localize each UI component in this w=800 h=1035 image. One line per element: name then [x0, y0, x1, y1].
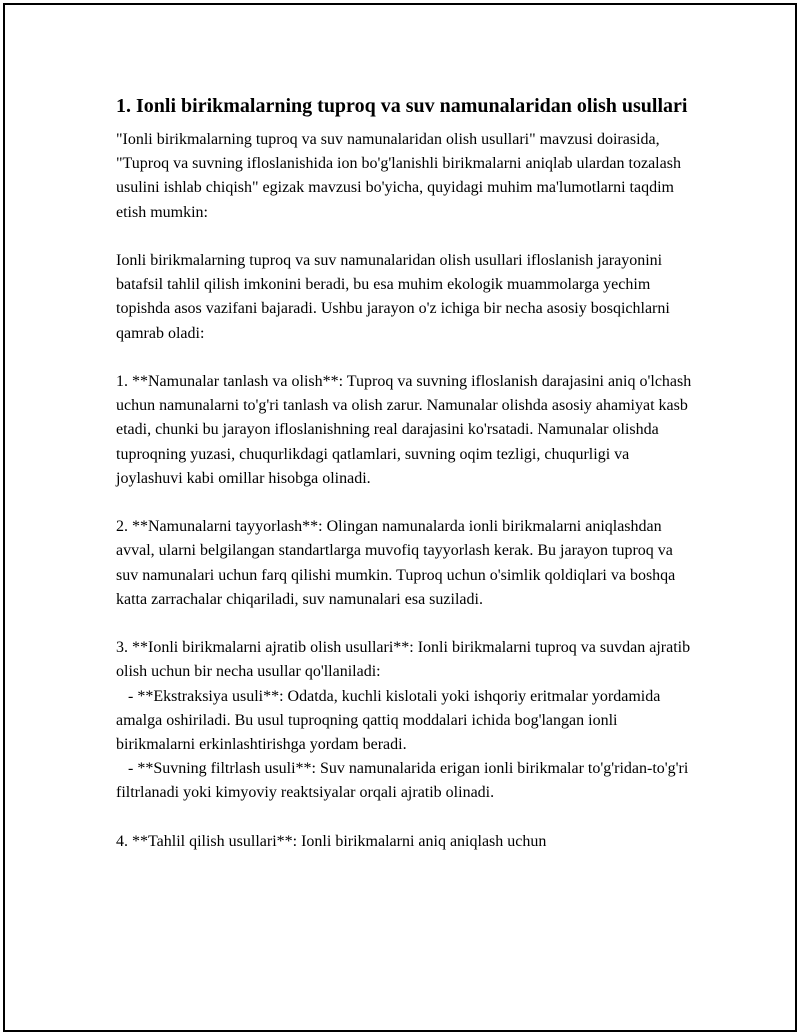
paragraph-spacer [116, 225, 696, 249]
step-1-paragraph: 1. **Namunalar tanlash va olish**: Tuproq va suvning ifloslanish darajasini aniq o'lchash uchun namunalarni to'g'ri tanlash va olish zarur. Namunalar olishda asosiy ahamiyat kasb etadi, chunki bu jarayon ifloslanishning real darajasini ko'rsatadi. Namunalar olishda tuproqning yuzasi, chuqurlikdagi qatlamlari, suvning oqim tezligi, chuqurligi va joylashuvi kabi omillar hisobga olinadi. [116, 373, 692, 487]
step-3-paragraph: 3. **Ionli birikmalarni ajratib olish usullari**: Ionli birikmalarni tuproq va suvdan ajratib olish uchun bir necha usullar qo'llaniladi: [116, 639, 691, 681]
step-3-sub-item-extraction: - **Ekstraksiya usuli**: Odatda, kuchli kislotali yoki ishqoriy eritmalar yordamida amalga oshiriladi. Bu usul tuproqning qattiq moddalari ichida bog'langan ionli birikmalarni erkinlashtirishga yordam beradi. [116, 687, 665, 754]
step-2-paragraph: 2. **Namunalarni tayyorlash**: Olingan namunalarda ionli birikmalarni aniqlashdan avval, ularni belgilangan standartlarga muvofiq tayyorlash kerak. Bu jarayon tuproq va suv namunalari uchun farq qilishi mumkin. Tuproq uchun o'simlik qoldiqlari va boshqa katta zarrachalar chiqariladi, suv namunalari esa suziladi. [116, 518, 676, 608]
overview-paragraph: Ionli birikmalarning tuproq va suv namunalaridan olish usullari ifloslanish jarayonini batafsil tahlil qilish imkonini beradi, bu esa muhim ekologik muammolarga yechim topishda asos vazifani bajaradi. Ushbu jarayon o'z ichiga bir necha asosiy bosqichlarni qamrab oladi: [116, 252, 670, 342]
paragraph-spacer [116, 491, 696, 515]
paragraph-spacer [116, 806, 696, 830]
step-4-paragraph: 4. **Tahlil qilish usullari**: Ionli birikmalarni aniq aniqlash uchun [116, 832, 547, 850]
paragraph-spacer [116, 612, 696, 636]
document-title: 1. Ionli birikmalarning tuproq va suv namunalaridan olish usullari [116, 95, 688, 117]
paragraph-spacer [116, 346, 696, 370]
document-body [116, 92, 696, 854]
intro-paragraph: "Ionli birikmalarning tuproq va suv namunalaridan olish usullari" mavzusi doirasida, "Tuproq va suvning ifloslanishida ion bo'g'lanishli birikmalarni aniqlab ulardan tozalash usulini ishlab chiqish" egizak mavzusi bo'yicha, quyidagi muhim ma'lumotlarni taqdim etish mumkin: [116, 131, 681, 221]
step-3-sub-item-filtration: - **Suvning filtrlash usuli**: Suv namunalarida erigan ionli birikmalar to'g'ridan-to'g'ri filtrlanadi yoki kimyoviy reaktsiyalar orqali ajratib olinadi. [116, 760, 693, 802]
